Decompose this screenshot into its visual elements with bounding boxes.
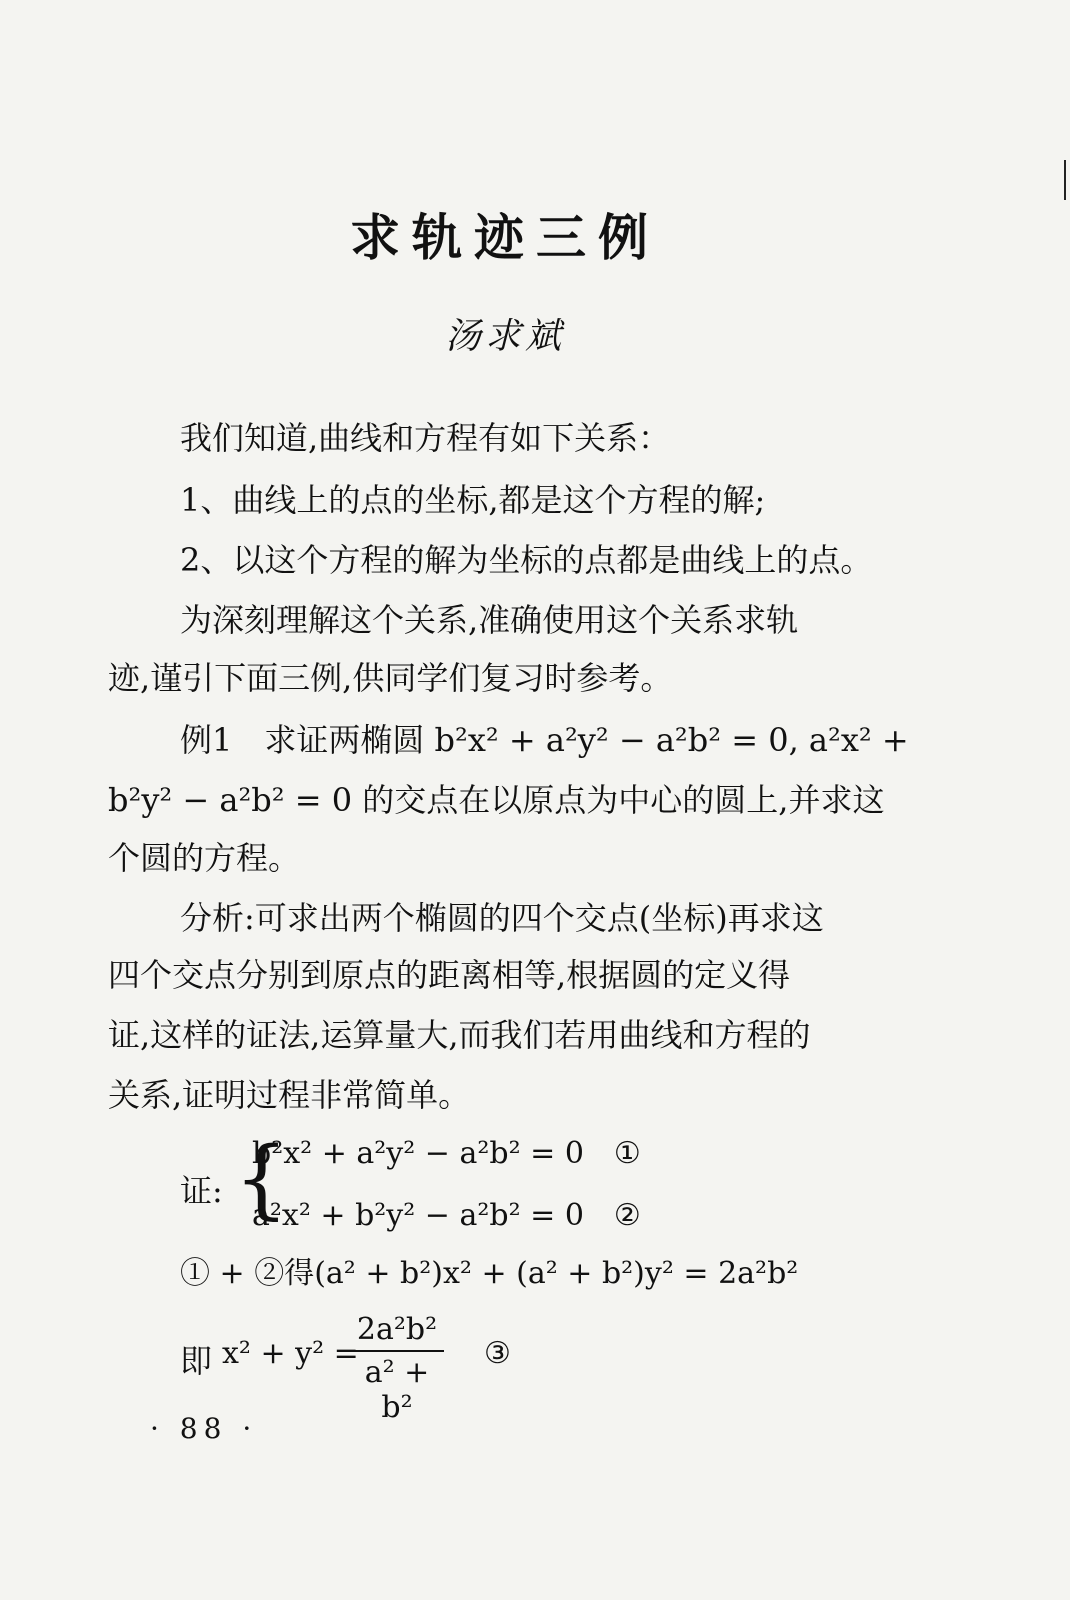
- fraction-numerator: 2a²b²: [350, 1312, 444, 1352]
- paragraph-purpose-line-2: 迹,谨引下面三例,供同学们复习时参考。: [108, 659, 673, 697]
- equation-3-tag: ③: [484, 1336, 511, 1371]
- paragraph-intro: 我们知道,曲线和方程有如下关系：: [180, 419, 671, 457]
- page-edge-mark: [1064, 160, 1066, 200]
- result-lhs: x² + y² =: [222, 1336, 359, 1371]
- system-brace-icon: {: [234, 1129, 289, 1229]
- relation-item-2: 2、以这个方程的解为坐标的点都是曲线上的点。: [180, 541, 873, 579]
- proof-label: 证:: [180, 1172, 223, 1210]
- example-1-line-1: 例1 求证两椭圆 b²x² + a²y² − a²b² = 0, a²x² +: [180, 721, 909, 759]
- equation-2: [252, 1198, 641, 1233]
- page-number: · 88 ·: [150, 1412, 258, 1445]
- author-name: 汤求斌: [444, 316, 565, 357]
- analysis-line-2: 四个交点分别到原点的距离相等,根据圆的定义得: [108, 956, 791, 994]
- result-label: 即: [180, 1342, 213, 1380]
- sum-equation: ① + ②得(a² + b²)x² + (a² + b²)y² = 2a²b²: [180, 1256, 799, 1291]
- equation-1: [252, 1136, 641, 1171]
- paragraph-purpose-line-1: 为深刻理解这个关系,准确使用这个关系求轨: [180, 601, 799, 639]
- equation-2-text: a²x² + b²y² − a²b² = 0: [252, 1198, 584, 1233]
- fraction-denominator: a² + b²: [364, 1355, 430, 1425]
- example-1-line-2: b²y² − a²b² = 0 的交点在以原点为中心的圆上,并求这: [108, 781, 885, 819]
- analysis-line-4: 关系,证明过程非常简单。: [108, 1076, 471, 1114]
- equation-2-tag: ②: [613, 1198, 641, 1233]
- page-title: 求轨迹三例: [350, 208, 660, 267]
- example-1-line-3: 个圆的方程。: [108, 839, 301, 877]
- equation-1-tag: ①: [613, 1136, 641, 1171]
- analysis-line-3: 证,这样的证法,运算量大,而我们若用曲线和方程的: [108, 1016, 811, 1054]
- result-fraction: [350, 1312, 444, 1425]
- relation-item-1: 1、曲线上的点的坐标,都是这个方程的解;: [180, 481, 766, 519]
- equation-1-text: b²x² + a²y² − a²b² = 0: [252, 1136, 584, 1171]
- analysis-line-1: 分析:可求出两个椭圆的四个交点(坐标)再求这: [180, 899, 824, 937]
